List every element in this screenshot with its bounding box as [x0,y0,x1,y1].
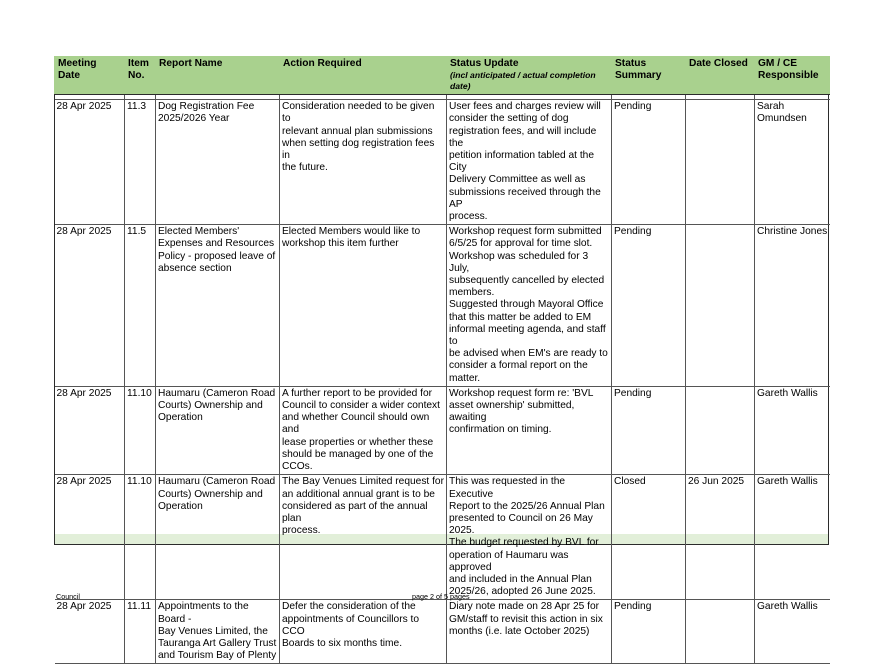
cell-date-closed [686,225,755,387]
table-row [55,225,830,387]
col-responsible: GM / CE Responsible [755,56,830,95]
status-update-line: and included in the Annual Plan [449,573,592,585]
report-name-line: Courts) Ownership and [158,400,263,412]
status-update-line: that this matter be added to EM [449,311,592,323]
cell-date-closed [686,600,755,664]
action-required-line: relevant annual plan submissions [282,125,433,137]
action-required-line: appointments of Councillors to CCO [282,613,420,637]
status-update-line: subsequently cancelled by elected [449,275,605,287]
status-update-line: 2025/26, adopted 26 June 2025. [449,586,596,598]
footer-page-number: page 2 of 5 pages [412,592,470,601]
cell-status-summary: Pending [612,600,686,664]
action-required-line: CCOs. [282,461,313,473]
cell-item-no: 11.11 [125,600,156,664]
cell-item-no: 11.10 [125,386,156,474]
action-required-line: workshop this item further [282,238,399,250]
responsible-line: Sarah [757,101,785,113]
cell-date-closed [686,386,755,474]
report-name-line: Courts) Ownership and [158,488,263,500]
status-update-line: Diary note made on 28 Apr 25 for [449,601,600,613]
cell-status-update [447,386,612,474]
status-update-line: informal meeting agenda, and staff to [449,323,606,348]
status-update-line: Report to the 2025/26 Annual Plan [449,500,605,512]
cell-action-required [280,100,447,225]
report-name-line: Expenses and Resources [158,238,275,250]
action-required-line: Defer the consideration of the [282,601,416,613]
report-name-line: Operation [158,412,203,424]
action-required-line: Consideration needed to be given to [282,101,435,125]
cell-status-update [447,475,612,600]
cell-report-name [156,600,280,664]
cell-status-update [447,600,612,664]
cell-action-required [280,386,447,474]
col-status-summary: Status Summary [612,56,686,95]
status-update-line: Workshop request form submitted [449,226,602,238]
header-row [55,56,830,95]
cell-action-required [280,225,447,387]
status-update-line: presented to Council on 26 May [449,512,593,524]
cell-status-summary: Pending [612,100,686,225]
status-update-line: matter. [449,372,481,384]
action-required-line: Council to consider a wider context [282,400,440,412]
action-required-line: should be managed by one of the [282,448,434,460]
report-name-line: Dog Registration Fee [158,101,255,113]
action-required-line: and whether Council should own and [282,412,430,436]
cell-report-name [156,386,280,474]
status-update-line: Delivery Committee as well as [449,174,586,186]
col-report-name: Report Name [156,56,280,95]
cell-meeting-date: 28 Apr 2025 [55,100,125,225]
cell-responsible [755,475,830,600]
status-update-line: consider a formal report on the [449,360,588,372]
action-required-line: an additional annual grant is to be [282,488,435,500]
col-status-update: Status Update (incl anticipated / actual completion date) [447,56,612,95]
table-row [55,386,830,474]
report-name-line: Tauranga Art Gallery Trust [158,637,277,649]
col-date-closed: Date Closed [686,56,755,95]
report-name-line: and Tourism Bay of Plenty [158,650,277,662]
status-update-line: consider the setting of dog [449,113,569,125]
status-update-line: asset ownership' submitted, awaiting [449,400,575,424]
status-update-line: Workshop was scheduled for 3 July, [449,250,589,274]
action-required-line: A further report to be provided for [282,387,433,399]
cell-report-name [156,475,280,600]
status-update-line: members. [449,287,495,299]
cell-status-summary: Pending [612,225,686,387]
report-name-line: Operation [158,500,203,512]
status-update-line: GM/staff to revisit this action in six [449,613,603,625]
col-status-update-sub: (incl anticipated / actual completion date) [450,70,596,92]
cell-meeting-date: 28 Apr 2025 [55,386,125,474]
responsible-line: Omundsen [757,113,807,125]
cell-responsible [755,386,830,474]
status-update-line: This was requested in the Executive [449,476,566,500]
action-required-line: Boards to six months time. [282,637,403,649]
action-required-line: lease properties or whether these [282,436,434,448]
report-name-line: Elected Members' [158,226,240,238]
responsible-line: Gareth Wallis [757,387,818,399]
table-row [55,100,830,225]
cell-item-no: 11.10 [125,475,156,600]
report-name-line: Haumaru (Cameron Road [158,476,276,488]
status-update-line: be advised when EM's are ready to [449,348,608,360]
col-item-no: Item No. [125,56,156,95]
cell-meeting-date: 28 Apr 2025 [55,600,125,664]
cell-item-no: 11.3 [125,100,156,225]
cell-action-required [280,475,447,600]
report-name-line: Bay Venues Limited, the [158,625,268,637]
cell-action-required [280,600,447,664]
responsible-line: Christine Jones [757,226,828,238]
status-update-line: Suggested through Mayoral Office [449,299,604,311]
col-meeting-date: Meeting Date [55,56,125,95]
status-update-line: User fees and charges review will [449,101,601,113]
cell-status-update [447,225,612,387]
cell-status-summary: Closed [612,475,686,600]
cell-status-summary: Pending [612,386,686,474]
responsible-line: Gareth Wallis [757,601,818,613]
action-tracker-table [54,56,830,664]
table-body [55,100,830,664]
status-update-line: petition information tabled at the City [449,150,594,174]
status-update-line: 2025. [449,525,475,537]
cell-responsible [755,600,830,664]
action-required-line: process. [282,525,321,537]
report-name-line: absence section [158,262,232,274]
cell-status-update [447,100,612,225]
report-name-line: Appointments to the Board - [158,601,249,625]
cell-responsible [755,225,830,387]
cell-meeting-date: 28 Apr 2025 [55,475,125,600]
responsible-line: Gareth Wallis [757,476,818,488]
status-update-line: confirmation on timing. [449,424,552,436]
table-row [55,600,830,664]
action-required-line: Elected Members would like to [282,226,421,238]
status-update-line: process. [449,211,488,223]
report-name-line: Policy - proposed leave of [158,250,276,262]
action-required-line: the future. [282,162,328,174]
report-name-line: 2025/2026 Year [158,113,230,125]
status-update-line: months (i.e. late October 2025) [449,625,590,637]
col-action-required: Action Required [280,56,447,95]
status-update-line: The budget requested by BVL for [449,537,599,549]
table-row [55,475,830,600]
action-required-line: considered as part of the annual plan [282,500,428,524]
action-required-line: when setting dog registration fees in [282,137,435,162]
cell-date-closed: 26 Jun 2025 [686,475,755,600]
cell-date-closed [686,100,755,225]
footer-council: Council [56,592,80,601]
status-update-line: Workshop request form re: 'BVL [449,387,594,399]
action-required-line: The Bay Venues Limited request for [282,476,444,488]
status-update-line: registration fees, and will include the [449,125,597,149]
report-name-line: Haumaru (Cameron Road [158,387,276,399]
cell-report-name [156,100,280,225]
cell-report-name [156,225,280,387]
cell-meeting-date: 28 Apr 2025 [55,225,125,387]
cell-item-no: 11.5 [125,225,156,387]
cell-responsible [755,100,830,225]
status-update-line: 6/5/25 for approval for time slot. [449,238,593,250]
status-update-line: submissions received through the AP [449,186,601,210]
status-update-line: operation of Haumaru was approved [449,549,569,573]
